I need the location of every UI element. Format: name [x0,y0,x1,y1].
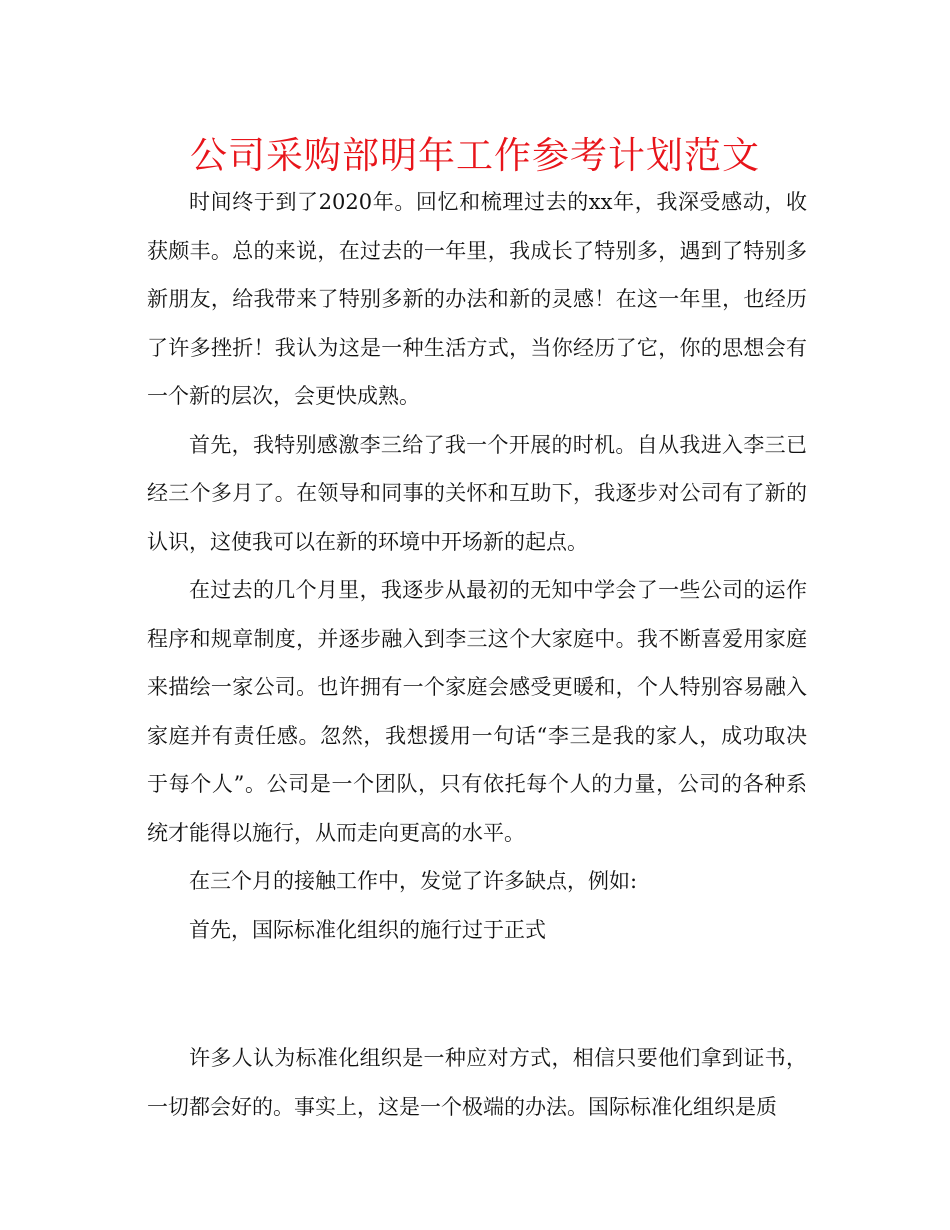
document-body [147,178,807,1131]
document-title: 公司采购部明年工作参考计划范文 [190,134,760,177]
paragraph-6: 许多人认为标准化组织是一种应对方式，相信只要他们拿到证书，一切都会好的。事实上，这是一个极端的办法。国际标准化组织是质 [147,1046,807,1119]
blank-gap [147,954,807,1034]
paragraph-3: 在过去的几个月里，我逐步从最初的无知中学会了一些公司的运作程序和规章制度，并逐步融入到李三这个大家庭中。我不断喜爱用家庭来描绘一家公司。也许拥有一个家庭会感受更暖和，个人特别容易融入家庭并有责任感。忽然，我想援用一句话“李三是我的家人，成功取决于每个人”。公司是一个团队，只有依托每个人的力量，公司的各种系统才能得以施行，从而走向更高的水平。 [147,578,807,845]
paragraph-2: 首先，我特别感激李三给了我一个开展的时机。自从我进入李三已经三个多月了。在领导和同事的关怀和互助下，我逐步对公司有了新的认识，这使我可以在新的环境中开场新的起点。 [147,432,807,554]
paragraph-1: 时间终于到了2020年。回忆和梳理过去的xx年，我深受感动，收获颇丰。总的来说，在过去的一年里，我成长了特别多，遇到了特别多新朋友，给我带来了特别多新的办法和新的灵感！在这一年里，也经历了许多挫折！我认为这是一种生活方式，当你经历了它，你的思想会有一个新的层次，会更快成熟。 [147,190,807,408]
paragraph-4: 在三个月的接触工作中，发觉了许多缺点，例如: [189,869,638,893]
paragraph-5-heading: 首先，国际标准化组织的施行过于正式 [189,917,546,942]
